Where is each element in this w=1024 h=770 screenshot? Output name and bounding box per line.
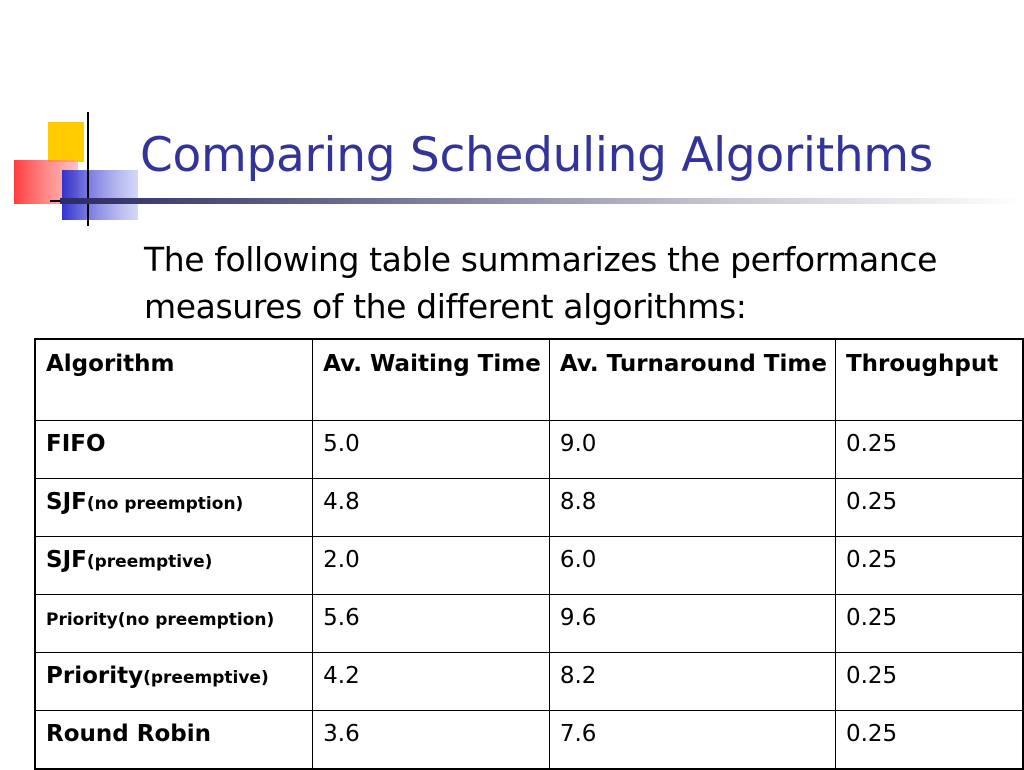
table-row <box>35 421 1023 479</box>
turnaround-time-cell: 9.0 <box>549 421 835 479</box>
table-row <box>35 479 1023 537</box>
algorithm-qualifier: (preemptive) <box>86 552 213 572</box>
waiting-time-cell: 4.2 <box>313 653 550 711</box>
table-header-row <box>35 339 1023 421</box>
waiting-time-cell: 4.8 <box>313 479 550 537</box>
intro-text: The following table summarizes the performance measures of the different algorithms: <box>144 240 938 326</box>
algorithm-qualifier: (no preemption) <box>117 610 275 630</box>
turnaround-time-cell: 6.0 <box>549 537 835 595</box>
algorithm-cell <box>35 653 313 711</box>
algorithm-name: Priority <box>46 610 118 630</box>
algorithm-name: SJF <box>46 489 87 515</box>
throughput-cell: 0.25 <box>835 421 1023 479</box>
throughput-cell: 0.25 <box>835 537 1023 595</box>
turnaround-time-cell: 9.6 <box>549 595 835 653</box>
decorative-squares-graphic <box>0 0 140 240</box>
throughput-cell: 0.25 <box>835 479 1023 537</box>
waiting-time-cell: 5.6 <box>313 595 550 653</box>
waiting-time-cell: 3.6 <box>313 711 550 770</box>
header-avg-turnaround-time: Av. Turnaround Time <box>549 339 835 421</box>
algorithm-name: SJF <box>46 547 87 573</box>
algorithm-name: Priority <box>46 663 144 689</box>
header-avg-waiting-time: Av. Waiting Time <box>313 339 550 421</box>
algorithm-cell <box>35 595 313 653</box>
slide-title: Comparing Scheduling Algorithms <box>140 128 933 183</box>
title-underline <box>60 198 1024 204</box>
waiting-time-cell: 2.0 <box>313 537 550 595</box>
header-throughput: Throughput <box>835 339 1023 421</box>
algorithm-cell <box>35 479 313 537</box>
waiting-time-cell: 5.0 <box>313 421 550 479</box>
throughput-cell: 0.25 <box>835 653 1023 711</box>
throughput-cell: 0.25 <box>835 711 1023 770</box>
algorithm-qualifier: (preemptive) <box>143 668 269 688</box>
table-row <box>35 711 1023 770</box>
header-algorithm: Algorithm <box>35 339 313 421</box>
table-row <box>35 595 1023 653</box>
algorithm-qualifier: (no preemption) <box>86 494 244 514</box>
algorithm-cell <box>35 537 313 595</box>
algorithm-cell <box>35 421 313 479</box>
turnaround-time-cell: 8.8 <box>549 479 835 537</box>
turnaround-time-cell: 7.6 <box>549 711 835 770</box>
algorithm-cell <box>35 711 313 770</box>
table-row <box>35 653 1023 711</box>
performance-table <box>34 338 1024 770</box>
turnaround-time-cell: 8.2 <box>549 653 835 711</box>
table-row <box>35 537 1023 595</box>
blue-square <box>62 170 138 220</box>
throughput-cell: 0.25 <box>835 595 1023 653</box>
algorithm-name: FIFO <box>46 431 106 457</box>
algorithm-name: Round Robin <box>46 721 211 747</box>
yellow-square <box>48 122 84 162</box>
